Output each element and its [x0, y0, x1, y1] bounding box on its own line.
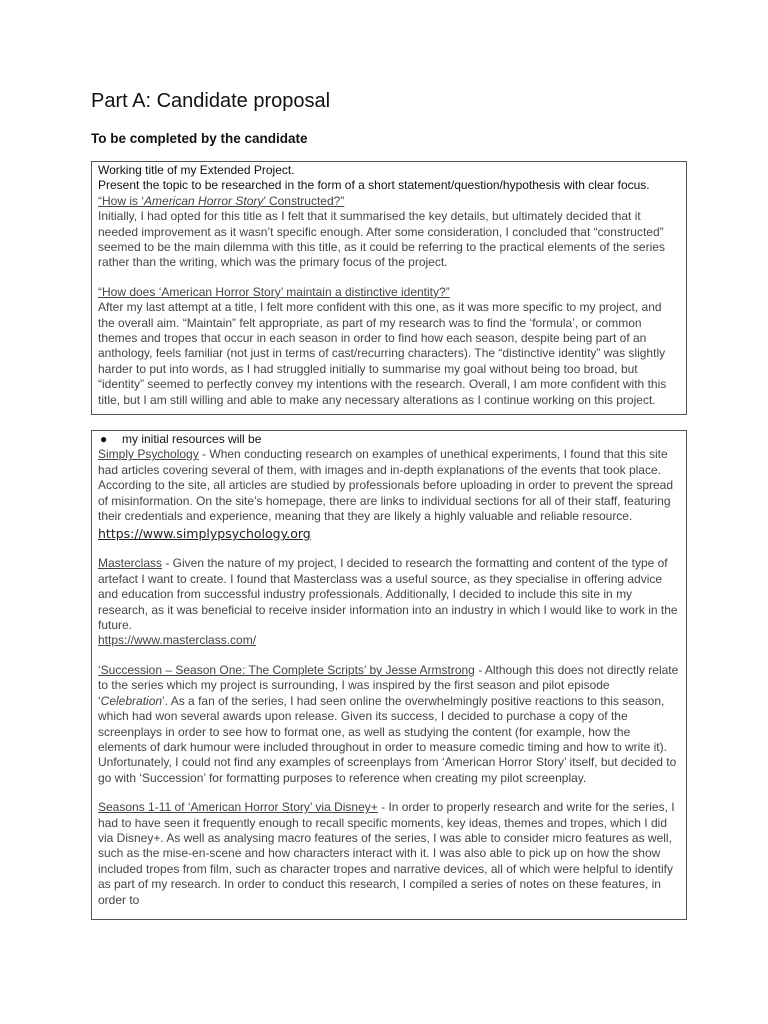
resource-masterclass: Masterclass - Given the nature of my project, I decided to research the formatting and content of the type of artefact I want to create. I found that Masterclass was a useful source, as they specialise in offering advice and education from successful industry professionals. Additionally, I decided to include this site in my research, as it was beneficial to receive insider information into an industry in which I would like to work in the future.: [98, 556, 678, 633]
masterclass-url[interactable]: https://www.masterclass.com/: [98, 633, 257, 648]
second-title-reflection: After my last attempt at a title, I felt more confident with this one, as it was more specific to my project, and the overall aim. “Maintain” felt appropriate, as part of my research was to find the ‘formula’, or common themes and tropes that occur in each season in order to find how each season, despite being part of an anthology, feels familiar (not just in terms of cast/recurring characters). The “distinctive identity” was slightly harder to put into words, as I had struggled initially to summarise my goal without being too broad, but “identity” seemed to perfectly convey my intentions with the research. Overall, I am more confident with this title, but I am still willing and able to make any necessary alterations as I continue working on this project.: [98, 300, 667, 407]
succession-scripts-link[interactable]: ‘Succession – Season One: The Complete Scripts’ by Jesse Armstrong: [98, 662, 475, 677]
resource-simply-psychology: Simply Psychology - When conducting research on examples of unethical experiments, I found that this site had articles covering several of them, with images and in-depth explanations of the events that took place. According to the site, all articles are studied by professionals before uploading in order to prevent the spread of misinformation. On the site’s homepage, there are links to individual sections for all of their staff, featuring their credentials and experience, meaning that they are likely a highly valuable and reliable resource.: [98, 447, 674, 524]
box-instructions: Present the topic to be researched in the form of a short statement/question/hypothesis with clear focus.: [98, 178, 650, 193]
simply-psychology-url[interactable]: https://www.simplypsychology.org: [98, 526, 311, 542]
ahs-disney-link[interactable]: Seasons 1-11 of ‘American Horror Story’ via Disney+: [98, 800, 378, 815]
page-subtitle: To be completed by the candidate: [91, 131, 308, 146]
resources-bullet: [98, 432, 680, 447]
working-title-first: “How is ‘American Horror Story’ Constructed?”: [98, 193, 345, 208]
page-title: Part A: Candidate proposal: [91, 90, 331, 112]
project-title-box: [91, 161, 687, 415]
resource-ahs-disney: Seasons 1-11 of ‘American Horror Story’ via Disney+ - In order to properly research and write for the series, I had to have seen it frequently enough to recall specific moments, key ideas, themes and tropes, which I did via Disney+. As well as analysing macro features of the series, I was able to consider micro features as well, such as the mise-en-scene and how characters interact with it. I was also able to pick up on how the show included tropes from film, such as character tropes and narrative devices, all of which were helpful to identify as part of my research. In order to conduct this research, I compiled a series of notes on these features, in order to: [98, 800, 675, 907]
first-title-reflection: Initially, I had opted for this title as I felt that it summarised the key details, but ultimately decided that it needed improvement as it wasn’t specific enough. After some consideration, I concluded that “constructed” seemed to be the main dilemma with this title, as it could be referring to the practical elements of the series rather than the writing, which was the primary focus of the project.: [98, 209, 665, 270]
resource-succession-scripts: ‘Succession – Season One: The Complete Scripts’ by Jesse Armstrong - Although this does not directly relate to the series which my project is surrounding, I was inspired by the first season and pilot episode ‘Celebration’. As a fan of the series, I had seen online the overwhelmingly positive reactions to this season, which had won several awards upon release. Given its success, I decided to purchase a copy of the screenplays in order to see how to format one, as well as studying the content (for example, how the elements of dark humour were included throughout in order to measure comedic timing and how to write it). Unfortunately, I could not find any examples of screenplays from ‘American Horror Story’ itself, but decided to go with ‘Succession’ for formatting purposes to reference when creating my pilot screenplay.: [98, 662, 679, 785]
masterclass-link[interactable]: Masterclass: [98, 556, 163, 571]
simply-psychology-link[interactable]: Simply Psychology: [98, 447, 199, 462]
resources-heading: my initial resources will be: [122, 432, 262, 446]
bullet-dot: ●: [100, 432, 108, 446]
working-title-second: “How does ‘American Horror Story’ maintain a distinctive identity?”: [98, 284, 450, 299]
box-heading: Working title of my Extended Project.: [98, 163, 295, 177]
resources-box: [91, 430, 687, 920]
